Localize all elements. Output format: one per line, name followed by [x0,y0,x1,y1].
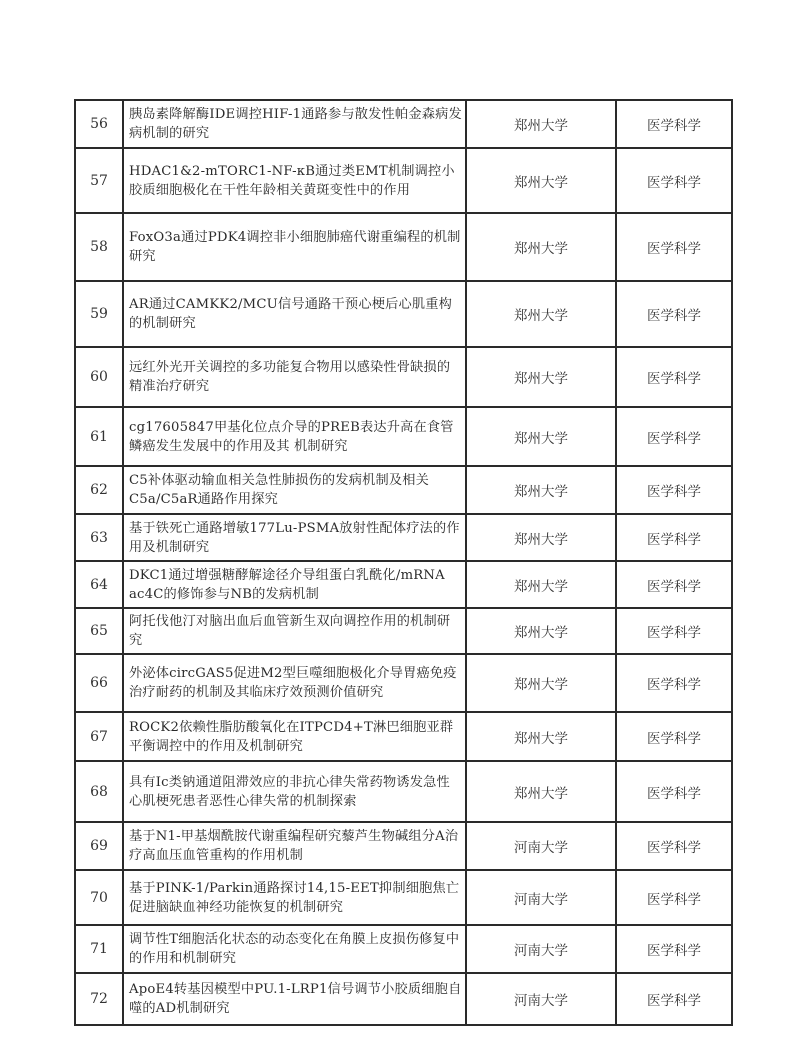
table-row [75,407,732,466]
row-number: 65 [75,608,123,654]
table-row [75,100,732,148]
category: 医学科学 [616,925,732,973]
university: 郑州大学 [466,281,616,347]
university: 郑州大学 [466,148,616,213]
row-number: 58 [75,213,123,281]
university: 郑州大学 [466,466,616,514]
category: 医学科学 [616,514,732,561]
table-row [75,761,732,822]
university: 郑州大学 [466,213,616,281]
university: 郑州大学 [466,100,616,148]
table-row [75,148,732,213]
table-body [75,100,732,1025]
category: 医学科学 [616,654,732,712]
project-title: 调节性T细胞活化状态的动态变化在角膜上皮损伤修复中的作用和机制研究 [123,925,466,973]
category: 医学科学 [616,761,732,822]
table-row [75,654,732,712]
university: 郑州大学 [466,654,616,712]
project-title: 阿托伐他汀对脑出血后血管新生双向调控作用的机制研究 [123,608,466,654]
row-number: 57 [75,148,123,213]
table-row [75,870,732,925]
table-row [75,213,732,281]
category: 医学科学 [616,822,732,870]
category: 医学科学 [616,466,732,514]
project-title: C5补体驱动输血相关急性肺损伤的发病机制及相关C5a/C5aR通路作用探究 [123,466,466,514]
table-row [75,347,732,407]
category: 医学科学 [616,347,732,407]
row-number: 63 [75,514,123,561]
row-number: 67 [75,712,123,761]
project-title: AR通过CAMKK2/MCU信号通路干预心梗后心肌重构的机制研究 [123,281,466,347]
university: 河南大学 [466,822,616,870]
row-number: 70 [75,870,123,925]
project-title: 外泌体circGAS5促进M2型巨噬细胞极化介导胃癌免疫治疗耐药的机制及其临床疗效预测价值研究 [123,654,466,712]
category: 医学科学 [616,870,732,925]
category: 医学科学 [616,148,732,213]
row-number: 56 [75,100,123,148]
university: 郑州大学 [466,407,616,466]
table-row [75,514,732,561]
project-title: 基于铁死亡通路增敏177Lu-PSMA放射性配体疗法的作用及机制研究 [123,514,466,561]
project-title: FoxO3a通过PDK4调控非小细胞肺癌代谢重编程的机制研究 [123,213,466,281]
row-number: 68 [75,761,123,822]
university: 郑州大学 [466,347,616,407]
project-title: 远红外光开关调控的多功能复合物用以感染性骨缺损的精准治疗研究 [123,347,466,407]
table-row [75,281,732,347]
university: 郑州大学 [466,712,616,761]
university: 郑州大学 [466,761,616,822]
row-number: 71 [75,925,123,973]
table-row [75,822,732,870]
category: 医学科学 [616,100,732,148]
table-row [75,608,732,654]
project-title: 基于PINK-1/Parkin通路探讨14,15-EET抑制细胞焦亡促进脑缺血神经功能恢复的机制研究 [123,870,466,925]
project-title: cg17605847甲基化位点介导的PREB表达升高在食管鳞癌发生发展中的作用及其 机制研究 [123,407,466,466]
category: 医学科学 [616,213,732,281]
project-title: DKC1通过增强糖酵解途径介导组蛋白乳酰化/mRNA ac4C的修饰参与NB的发病机制 [123,561,466,608]
row-number: 60 [75,347,123,407]
university: 郑州大学 [466,514,616,561]
row-number: 61 [75,407,123,466]
category: 医学科学 [616,281,732,347]
table-row [75,712,732,761]
university: 河南大学 [466,870,616,925]
university: 河南大学 [466,973,616,1025]
category: 医学科学 [616,608,732,654]
table-row [75,973,732,1025]
row-number: 59 [75,281,123,347]
row-number: 62 [75,466,123,514]
row-number: 64 [75,561,123,608]
category: 医学科学 [616,973,732,1025]
university: 郑州大学 [466,561,616,608]
row-number: 66 [75,654,123,712]
table-row [75,561,732,608]
row-number: 72 [75,973,123,1025]
category: 医学科学 [616,561,732,608]
university: 郑州大学 [466,608,616,654]
project-title: 基于N1-甲基烟酰胺代谢重编程研究藜芦生物碱组分A治疗高血压血管重构的作用机制 [123,822,466,870]
project-table [74,99,733,1026]
project-title: 具有Ic类钠通道阻滞效应的非抗心律失常药物诱发急性心肌梗死患者恶性心律失常的机制探索 [123,761,466,822]
project-title: HDAC1&2-mTORC1-NF-κB通过类EMT机制调控小胶质细胞极化在干性年龄相关黄斑变性中的作用 [123,148,466,213]
row-number: 69 [75,822,123,870]
project-title: ApoE4转基因模型中PU.1-LRP1信号调节小胶质细胞自噬的AD机制研究 [123,973,466,1025]
category: 医学科学 [616,712,732,761]
university: 河南大学 [466,925,616,973]
category: 医学科学 [616,407,732,466]
project-title: 胰岛素降解酶IDE调控HIF-1通路参与散发性帕金森病发病机制的研究 [123,100,466,148]
table-row [75,466,732,514]
table-row [75,925,732,973]
project-title: ROCK2依赖性脂肪酸氧化在ITPCD4+T淋巴细胞亚群平衡调控中的作用及机制研究 [123,712,466,761]
